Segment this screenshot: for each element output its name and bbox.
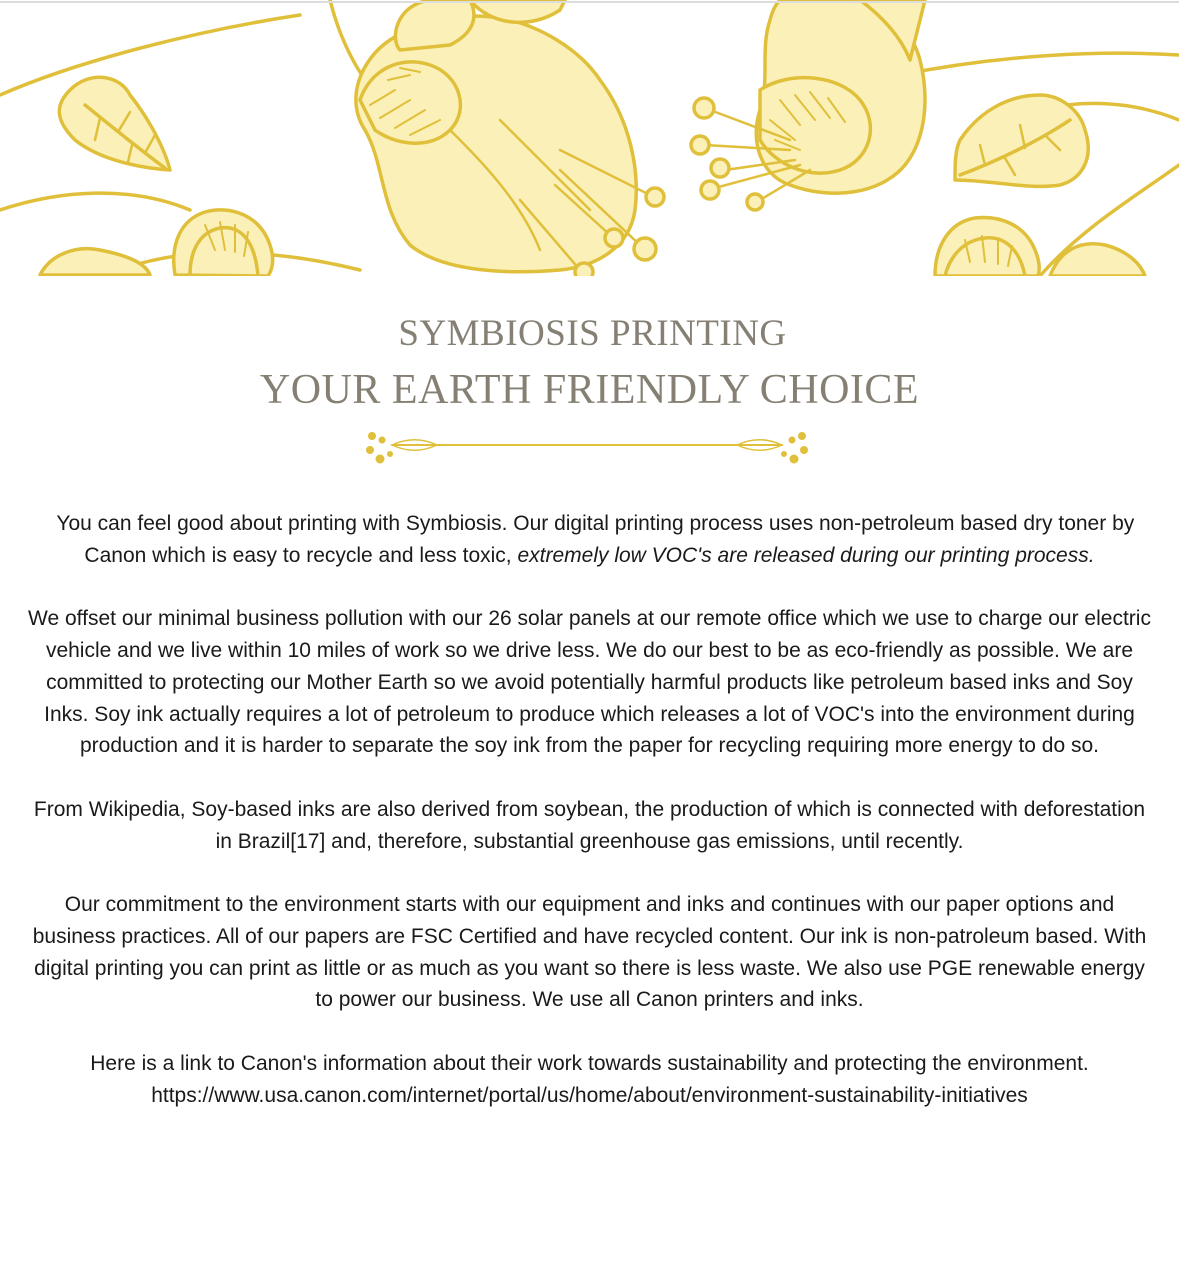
yellow-poppy-flower-icon xyxy=(0,0,1179,276)
page-heading xyxy=(0,306,1179,418)
ornament-divider-icon xyxy=(362,428,812,468)
page-subtitle: YOUR EARTH FRIENDLY CHOICE xyxy=(259,367,920,413)
page-title: SYMBIOSIS PRINTING xyxy=(398,313,787,354)
paragraph-commitment: Our commitment to the environment starts with our equipment and inks and continues with our paper options and business practices. All of our papers are FSC Certified and have recycled content. Our ink is non-patroleum based. With digital printing you can print as little or as much as you want so there is less waste. We also use PGE renewable energy to power our business. We use all Canon printers and inks. xyxy=(32,893,1147,1012)
floral-banner xyxy=(0,0,1179,276)
intro-text: You can feel good about printing with Symbiosis. Our digital printing process uses non-petroleum based dry toner by Canon which is easy to recycle and less toxic, xyxy=(56,512,1135,567)
paragraph-wikipedia: From Wikipedia, Soy-based inks are also derived from soybean, the production of which is connected with deforestation in Brazil[17] and, therefore, substantial greenhouse gas emissions, until recently. xyxy=(33,797,1146,853)
paragraph-canon-link xyxy=(28,1048,1151,1111)
intro-italic-text: extremely low VOC's are released during our printing process. xyxy=(517,543,1095,567)
paragraph-intro xyxy=(28,508,1151,571)
paragraph-pollution-offset: We offset our minimal business pollution with our 26 solar panels at our remote office which we use to charge our electric vehicle and we live within 10 miles of work so we drive less. We do our best to be as eco-friendly as possible. We are committed to protecting our Mother Earth so we avoid potentially harmful products like petroleum based inks and Soy Inks. Soy ink actually requires a lot of petroleum to produce which releases a lot of VOC's into the environment during production and it is harder to separate the soy ink from the paper for recycling requiring more energy to do so. xyxy=(28,607,1151,758)
canon-sustainability-link[interactable]: https://www.usa.canon.com/internet/portal/us/home/about/environment-sustainability-initiatives xyxy=(151,1083,1028,1107)
article-body xyxy=(28,508,1151,1144)
canon-link-text: Here is a link to Canon's information about their work towards sustainability and protecting the environment. xyxy=(90,1052,1089,1076)
